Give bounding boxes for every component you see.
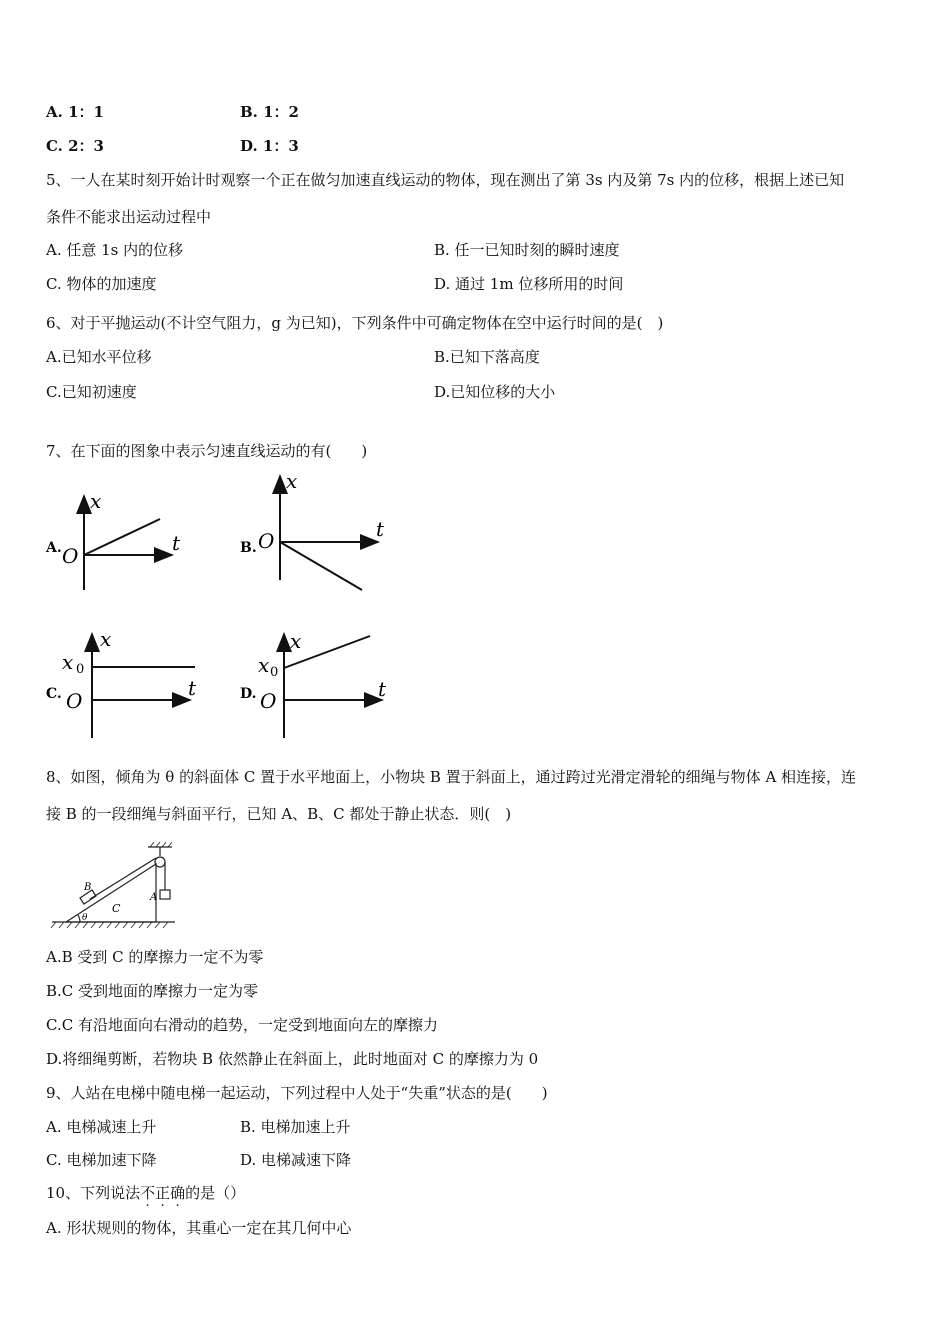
graph-c-origin-label: O xyxy=(66,689,83,713)
q6-option-a: A.已知水平位移 xyxy=(46,348,152,366)
q9-option-d: D. 电梯减速下降 xyxy=(240,1151,352,1169)
graph-b-t-axis-label: t xyxy=(376,517,385,541)
graph-d-x0-label: x xyxy=(258,653,270,677)
q10-stem-pre: 10、下列说法 xyxy=(46,1184,141,1202)
graph-a xyxy=(40,488,200,598)
q8-option-d: D.将细绳剪断，若物块 B 依然静止在斜面上，此时地面对 C 的摩擦力为 0 xyxy=(46,1050,539,1068)
graph-d-x0-subscript: 0 xyxy=(270,665,279,680)
figure-label-c: C xyxy=(112,902,121,915)
q5-option-c: C. 物体的加速度 xyxy=(46,275,157,293)
graph-c-x-axis-label: x xyxy=(100,627,112,651)
q5-stem-line2: 条件不能求出运动过程中 xyxy=(46,208,212,226)
graph-a-origin-label: O xyxy=(62,544,79,568)
q8-option-a: A.B 受到 C 的摩擦力一定不为零 xyxy=(46,948,264,966)
q6-stem: 6、对于平抛运动(不计空气阻力，g 为已知)，下列条件中可确定物体在空中运行时间的是( ) xyxy=(46,314,664,332)
q5-option-d: D. 通过 1m 位移所用的时间 xyxy=(434,275,624,293)
graph-c-label: C. xyxy=(46,686,62,702)
graph-d-origin-label: O xyxy=(260,689,277,713)
q8-stem-line1: 8、如图，倾角为 θ 的斜面体 C 置于水平地面上，小物块 B 置于斜面上，通过跨过光滑定滑轮的细绳与物体 A 相连接，连 xyxy=(46,768,857,786)
graph-b-origin-label: O xyxy=(258,529,275,553)
q4-option-b: B. 1：2 xyxy=(240,103,299,121)
q7-stem: 7、在下面的图象中表示匀速直线运动的有( ) xyxy=(46,442,368,460)
graph-a-x-axis-label: x xyxy=(90,489,102,513)
graph-d-label: D. xyxy=(240,686,257,702)
q9-stem: 9、人站在电梯中随电梯一起运动，下列过程中人处于“失重”状态的是( ) xyxy=(46,1084,548,1102)
incline-pulley-figure xyxy=(50,842,190,932)
q10-emph-3: 确 xyxy=(170,1184,186,1202)
graph-a-label: A. xyxy=(46,540,62,556)
graph-d-x-axis-label: x xyxy=(290,629,302,653)
q8-option-b: B.C 受到地面的摩擦力一定为零 xyxy=(46,982,259,1000)
q6-option-c: C.已知初速度 xyxy=(46,383,137,401)
q8-option-c: C.C 有沿地面向右滑动的趋势，一定受到地面向左的摩擦力 xyxy=(46,1016,438,1034)
figure-label-a: A xyxy=(150,892,158,903)
graph-b xyxy=(236,470,396,595)
q5-option-a: A. 任意 1s 内的位移 xyxy=(46,241,184,259)
q4-option-c: C. 2：3 xyxy=(46,137,104,155)
graph-c-x0-subscript: 0 xyxy=(76,662,85,677)
graph-b-label: B. xyxy=(240,540,257,556)
q10-emph-2: 正 xyxy=(155,1184,171,1202)
graph-c-x0-label: x xyxy=(62,650,74,674)
graph-c xyxy=(40,628,210,743)
q10-stem-post: 的是（） xyxy=(185,1184,246,1202)
q6-option-d: D.已知位移的大小 xyxy=(434,383,556,401)
graph-d xyxy=(236,628,406,743)
graph-d-t-axis-label: t xyxy=(378,677,387,701)
q5-stem-line1: 5、一人在某时刻开始计时观察一个正在做匀加速直线运动的物体，现在测出了第 3s 内及第 7s 内的位移，根据上述已知 xyxy=(46,171,845,189)
q10-stem xyxy=(46,1183,245,1203)
q8-stem-line2: 接 B 的一段细绳与斜面平行，已知 A、B、C 都处于静止状态．则( ) xyxy=(46,805,512,823)
q9-option-b: B. 电梯加速上升 xyxy=(240,1118,351,1136)
figure-label-b: B xyxy=(84,882,92,893)
q9-option-a: A. 电梯减速上升 xyxy=(46,1118,157,1136)
q9-option-c: C. 电梯加速下降 xyxy=(46,1151,157,1169)
graph-b-x-axis-label: x xyxy=(286,469,298,493)
q10-option-a: A. 形状规则的物体，其重心一定在其几何中心 xyxy=(46,1219,352,1237)
q5-option-b: B. 任一已知时刻的瞬时速度 xyxy=(434,241,620,259)
q4-option-d: D. 1：3 xyxy=(240,137,299,155)
graph-c-t-axis-label: t xyxy=(188,676,197,700)
q6-option-b: B.已知下落高度 xyxy=(434,348,540,366)
graph-a-t-axis-label: t xyxy=(172,531,181,555)
q4-option-a: A. 1：1 xyxy=(46,103,104,121)
q10-emph-1: 不 xyxy=(140,1184,156,1202)
figure-label-theta: θ xyxy=(82,913,88,923)
